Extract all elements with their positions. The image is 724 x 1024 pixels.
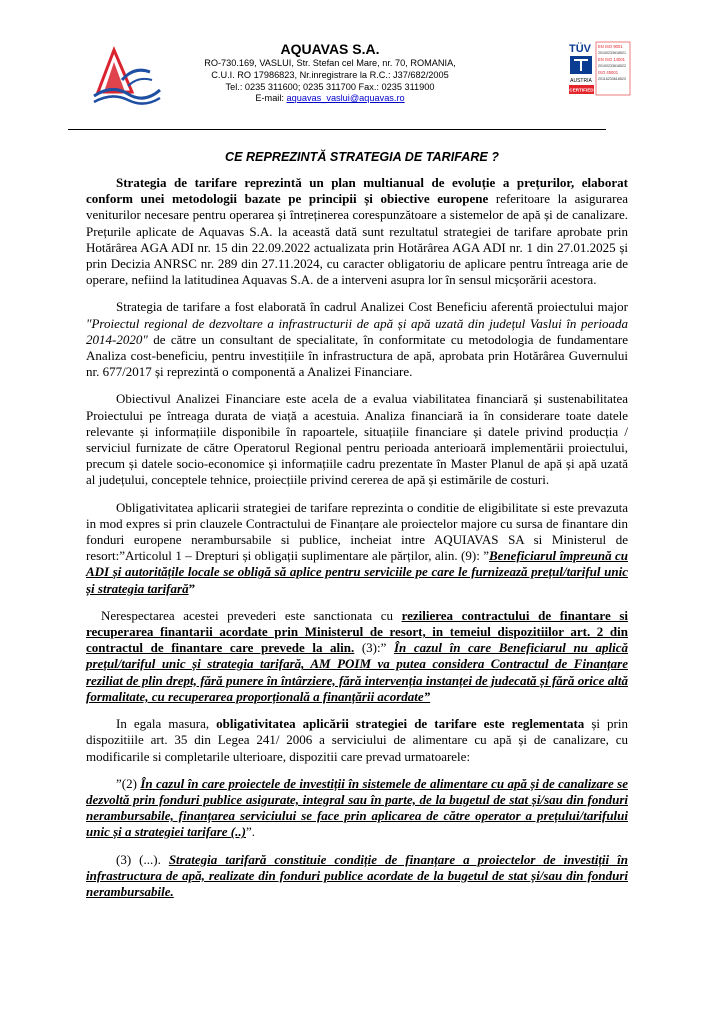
company-address: RO-730.169, VASLUI, Str. Stefan cel Mare, nr. 70, ROMANIA, [204, 58, 456, 68]
company-phone: Tel.: 0235 311600; 0235 311700 Fax.: 0235 311900 [225, 81, 435, 92]
definition-text: referitoare la asigurarea veniturilor necesare pentru operarea și întreținerea corespunzătoare a sistemelor de apă și de canalizare. Prețurile aplicate de Aquavas S.A. la această dată sunt rezultatul strategiei de tarifare aprobate prin Hotărârea AGA ADI nr. 15 din 22.09.2022 actualizata prin Hotărârea AGA ADI nr. 1 din 27.01.2025 și prin Decizia ANRSC nr. 289 din 27.11.2024, cu caracter obligatoriu de aplicare pentru întreaga arie de operare, nefiind la latitudinea Aquavas S.A. de a interveni asupra lor în sensul micșorării acestora. [86, 191, 628, 288]
company-header [180, 40, 480, 105]
header-divider [68, 129, 606, 130]
paragraph-elaboration [86, 299, 628, 380]
project-name: "Proiectul regional de dezvoltare a infrastructurii de apă și apă uzată din județul Vaslui în perioada 2014-2020" [86, 315, 628, 347]
iso-line: 20116233618523 [598, 77, 626, 81]
quote-2-text: În cazul în care proiectele de investiții în sistemele de alimentare cu apă și de canalizare se dezvoltă prin fonduri publice asigurate, integral sau în parte, de la bugetul de stat și/sau din fonduri nerambursabile, finanțarea serviciului se face prin aplicarea de către operator a prețului/tarifului unic și a strategiei tarifare (..) [86, 775, 628, 840]
paragraph-law [86, 716, 628, 765]
paragraph-law-quote-2 [86, 776, 628, 841]
paragraph-law-quote-3 [86, 852, 628, 901]
paragraph-sanction [86, 608, 628, 705]
company-registry: C.U.I. RO 17986823, Nr.inregistrare la R.C.: J37/682/2005 [211, 69, 449, 80]
elaboration-text-b: de către un consultant de specialitate, în conformitate cu metodologia de fundamentare Analiza cost-beneficiu, pentru investițiile în infrastructura de apă, aprobata prin Hotărârea Guvernului nr. 677/2017 și reprezintă o componentă a Analizei Financiare. [86, 331, 628, 380]
quote-2-end: ”. [245, 824, 255, 840]
paragraph-obligation [86, 500, 628, 597]
aquavas-logo [92, 40, 162, 110]
iso-line: ISO 45001 [598, 70, 619, 75]
quote-2-prefix: ”(2) [116, 775, 141, 791]
iso-line: EN ISO 9001 [598, 44, 623, 49]
tuv-country: AUSTRIA [570, 78, 592, 84]
email-label: E-mail: [255, 93, 287, 104]
sanction-text-a: Nerespectarea acestei prevederi este sanctionata cu [101, 607, 402, 623]
law-text-b: și prin dispozitiile art. 35 din Legea 241/ 2006 a serviciului de alimentare cu apă și de canalizare, cu modificarile si completarile ulterioare, dispozitii care prevad urmatoarele: [86, 716, 628, 764]
quote-3-text: Strategia tarifară constituie condiție de finanțare a proiectelor de investiții în infrastructura de apă, realizate din fonduri publice acordate de la bugetul de stat și/sau din fonduri nerambursabile. [86, 851, 628, 899]
elaboration-text-a: Strategia de tarifare a fost elaborată în cadrul Analizei Cost Beneficiu aferentă proiectului major [116, 299, 628, 315]
paragraph-definition [86, 175, 628, 288]
iso-line: 20100233618521 [598, 51, 626, 55]
paragraph-financial-analysis: Obiectivul Analizei Financiare este acela de a evalua viabilitatea financiară și sustenabilitatea Proiectului pe întreaga durata de viață a acestuia. Analiza financiară ia în considerare toate datele relevante și informațiile disponibile în rapoartele, situațiile financiare și datele privind producția / serviciul furnizate de către Operatorul Regional pentru perioada anterioară implementării proiectului, precum și datele socio-economice și informațiile cadru prezentate în Master Planul de apă și apă uzată al județului, conceptele tehnice, proiecțiile privind cererea de apă și estimările de costuri. [86, 391, 628, 488]
law-text-a: In egala masura, [116, 716, 217, 732]
sanction-quote: În cazul în care Beneficiarul nu aplică prețul/tariful unic și strategia tarifară, AM POIM va putea considera Contractul de Finanțare reziliat de plin drept, fără punere în întârziere, fără intervenția instanței de judecată și fără orice altă formalitate, cu recuperarea proporțională a finanțării acordate” [86, 640, 628, 704]
obligation-end: ” [188, 580, 196, 596]
sanction-text-b: (3):” [354, 640, 394, 656]
iso-line: EN ISO 14001 [598, 57, 626, 62]
sanction-bold: rezilierea contractului de finantare si recuperarea finantarii acordate prin Ministerul de resort, in temeiul dispozitiilor art. 2 din contractul de finantare care prevede la alin. [86, 607, 628, 656]
quote-3-prefix: (3) (...). [116, 851, 169, 867]
iso-line: 20100233618522 [598, 64, 626, 68]
tuv-certification-badge [566, 40, 632, 98]
tuv-brand: TÜV [569, 43, 591, 55]
definition-bold: Strategia de tarifare reprezintă un plan multianual de evoluție a prețurilor, elaborat conform unei metodologii bazate pe principii și obiective europene [86, 175, 628, 207]
obligation-text: Obligativitatea aplicarii strategiei de tarifare reprezinta o conditie de eligibilitate si este prevazuta in mod expres si prin clauzele Contractului de Finanțare ale proiectelor majore cu sursa de finantare din fonduri europene nerambursabile si publice, incheiat intre AQUIAVAS SA si Ministerul de resort:”Articolul 1 – Drepturi și obligații suplimentare ale părților, alin. (9): ” [86, 499, 628, 564]
email-link[interactable]: aquavas_vaslui@aquavas.ro [286, 93, 405, 104]
law-bold: obligativitatea aplicării strategiei de tarifare este reglementata [216, 716, 585, 732]
tuv-certified: CERTIFIED [569, 87, 594, 93]
obligation-quote: Beneficiarul împreună cu ADI și autoritățile locale se obligă să aplice pentru serviciile pe care le furnizează prețul/tariful unic și strategia tarifară [86, 548, 628, 596]
company-name: AQUAVAS S.A. [280, 41, 380, 57]
document-body [86, 175, 628, 911]
company-email-line [180, 93, 480, 105]
page-title: CE REPREZINTĂ STRATEGIA DE TARIFARE ? [224, 150, 500, 164]
